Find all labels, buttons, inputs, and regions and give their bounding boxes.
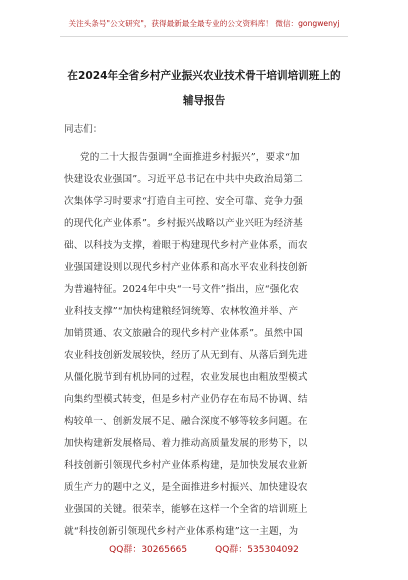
body-line: 向集约型模式转变，但是乡村产业仍存在布局不协调、结: [64, 394, 308, 405]
document-title-line-2: 辅导报告: [182, 95, 226, 107]
body-line: 质生产力的题中之义，是全面推进乡村振兴、加快建设农: [64, 482, 308, 493]
body-line: 的现代化产业体系”。乡村振兴战略以产业兴旺为经济基: [64, 218, 303, 229]
body-line: 础、以科技为支撑，着眼于构建现代乡村产业体系，而农: [64, 240, 308, 251]
body-line: 业科技支撑”“加快构建粮经饲统筹、农林牧渔并举、产: [64, 306, 299, 317]
body-line: 加销贯通、农文旅融合的现代乡村产业体系”。虽然中国: [64, 328, 303, 339]
body-line: 科技创新引领现代乡村产业体系构建，是加快发展农业新: [64, 460, 308, 471]
body-line: 为普遍特征。2024年中央“一号文件”指出，应“强化农: [64, 284, 300, 295]
document-title-line-1: 在2024年全省乡村产业振兴农业技术骨干培训培训班上的: [67, 70, 341, 82]
body-line: 农业科技创新发展较快，经历了从无到有、从落后到先进: [64, 350, 308, 361]
body-line: 加快构建新发展格局、着力推动高质量发展的形势下，以: [64, 438, 308, 449]
header-banner: 关注头条号"公文研究"，获得最新最全最专业的公文资料库！ 微信：gongwenyj: [68, 19, 340, 28]
footer-contact: [0, 542, 408, 555]
body-line: 次集体学习时要求“打造自主可控、安全可靠、竞争力强: [64, 196, 303, 207]
footer-qq-group-2: QQ群：535304092: [215, 545, 299, 555]
body-line: 党的二十大报告强调“全面推进乡村振兴”，要求“加: [80, 152, 300, 163]
body-line: 业强国建设则以现代乡村产业体系和高水平农业科技创新: [64, 262, 308, 273]
header-divider: [60, 36, 348, 37]
body-line: 快建设农业强国”。习近平总书记在中共中央政治局第二: [64, 174, 303, 185]
body-line: 构较单一、创新发展不足、融合深度不够等较多问题。在: [64, 416, 308, 427]
salutation: 同志们：: [64, 124, 103, 135]
footer-qq-group-1: QQ群：30265665: [109, 545, 188, 555]
body-line: 从僵化脱节到有机协同的过程，农业发展也由粗放型模式: [64, 372, 308, 383]
body-line: 业强国的关键。很荣幸，能够在这样一个全省的培训班上: [64, 504, 308, 515]
body-line: 就“科技创新引领现代乡村产业体系构建”这一主题，为: [64, 526, 299, 537]
